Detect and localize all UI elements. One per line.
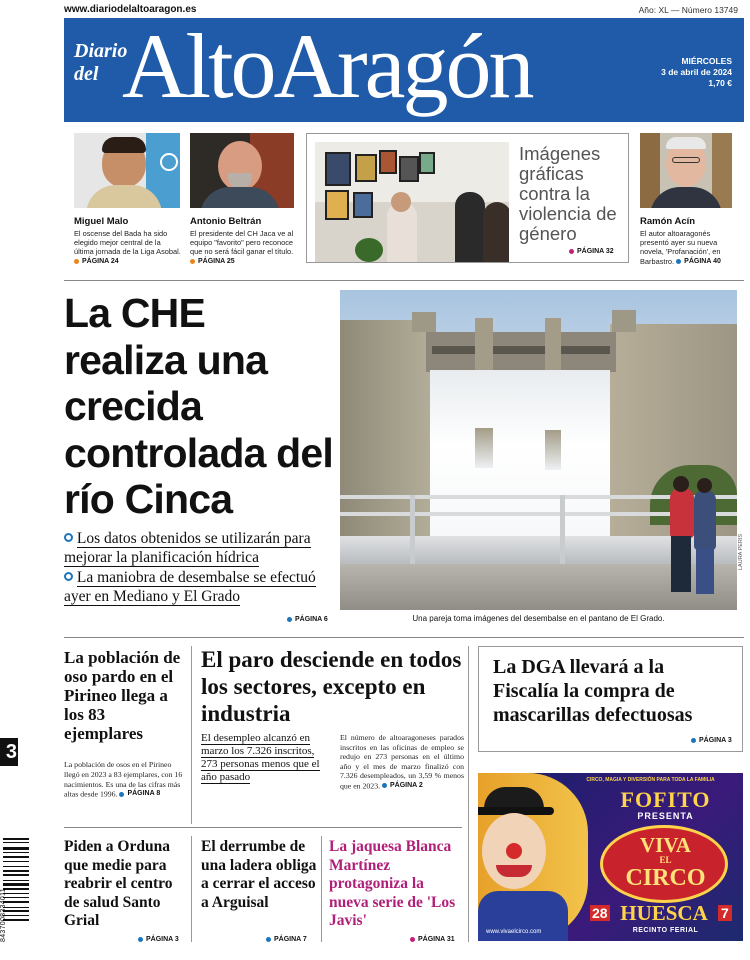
bullet-dot-icon: [119, 792, 124, 797]
lead-photo-dam: [340, 290, 737, 610]
ad-brand: FOFITO: [620, 787, 711, 812]
ad-day1: 28: [592, 905, 608, 921]
teaser-text-antonio-beltran: El presidente del CH Jaca ve al equipo "favorito" pero reconoce que no será fácil ganar el título. PÁGINA 25: [190, 229, 294, 265]
barcode-digits: 8437008334011: [0, 888, 7, 942]
masthead-price: 1,70 €: [708, 78, 732, 88]
circle-bullet-icon: [64, 533, 73, 542]
bullet-dot-icon: [410, 937, 415, 942]
ad-el: EL: [659, 855, 672, 865]
bullet-dot-icon: [266, 937, 271, 942]
barcode-bar: [3, 870, 29, 872]
teaser-text-ramon-acin: El autor altoaragonés presentó ayer su nueva novela, 'Profanación', en Barbastro. PÁGINA 40: [640, 229, 721, 266]
oso-headline: La población de oso pardo en el Pirineo llega a los 83 ejemplares: [64, 648, 181, 743]
oso-body: La población de osos en el Pirineo llegó en 2023 a 83 ejemplares, con 16 nacimientos. Es una de las cifras más altas desde 1996. PÁGINA 8: [64, 760, 183, 799]
circus-ad[interactable]: [478, 773, 743, 941]
divider: [64, 280, 744, 281]
barcode-bar: [3, 856, 29, 858]
dga-box: [478, 646, 743, 752]
column-divider: [468, 646, 469, 942]
lead-photo-caption: Una pareja toma imágenes del desembalse en el pantano de El Grado.: [412, 614, 665, 623]
bullet-dot-icon: [74, 259, 79, 264]
barcode-bar: [3, 842, 29, 843]
bullet-dot-icon: [382, 783, 387, 788]
teaser-ref-ramon-acin[interactable]: PÁGINA 40: [676, 257, 721, 266]
circle-bullet-icon: [64, 572, 73, 581]
column-divider: [191, 836, 192, 942]
ad-circo: CIRCO: [625, 865, 706, 891]
bullet-dot-icon: [676, 259, 681, 264]
bullet-dot-icon: [569, 249, 574, 254]
bottom-ref-orduna[interactable]: PÁGINA 3: [138, 936, 179, 943]
ad-top-line: CIRCO, MAGIA Y DIVERSIÓN PARA TODA LA FAMILIA: [586, 777, 715, 783]
lead-bullet-2: La maniobra de desembalse se efectuó ayer en Mediano y El Grado: [64, 569, 316, 605]
lead-headline: La CHE realiza una crecida controlada del río Cinca: [64, 290, 334, 522]
paro-headline: El paro desciende en todos los sectores, excepto en industria: [201, 647, 462, 726]
ad-venue: RECINTO FERIAL: [632, 927, 699, 934]
bottom-ref-javis[interactable]: PÁGINA 31: [410, 936, 455, 943]
masthead-diario: Diario: [74, 40, 128, 62]
barcode-bar: [3, 880, 29, 881]
bullet-dot-icon: [691, 738, 696, 743]
bullet-dot-icon: [138, 937, 143, 942]
dga-ref[interactable]: PÁGINA 3: [691, 737, 732, 744]
oso-ref[interactable]: PÁGINA 8: [119, 789, 160, 799]
masthead-title: AltoAragón: [122, 15, 532, 117]
teaser-name-antonio-beltran: Antonio Beltrán: [190, 216, 262, 227]
barcode-bar: [3, 847, 29, 850]
barcode-bar: [3, 874, 29, 876]
masthead-date: 3 de abril de 2024: [661, 67, 732, 77]
teaser-text-miguel-malo: El oscense del Bada ha sido elegido mejor central de la última jornada de la Liga Asobal. PÁGINA 24: [74, 229, 181, 265]
barcode-bar: [3, 838, 29, 840]
lead-ref[interactable]: PÁGINA 6: [287, 616, 328, 623]
issue-number: Año: XL — Número 13749: [638, 5, 738, 15]
masthead-dateblock: [661, 56, 732, 89]
lead-bullet-1: Los datos obtenidos se utilizarán para mejorar la planificación hídrica: [64, 530, 311, 566]
ad-day2: 7: [718, 905, 732, 921]
lead-bullets: [64, 530, 336, 606]
ad-city: HUESCA: [620, 901, 708, 925]
feature-photo: [315, 142, 509, 262]
barcode-bar: [3, 866, 29, 867]
teaser-name-ramon-acin: Ramón Acín: [640, 216, 696, 227]
paro-body: El número de altoaragoneses parados inscritos en las oficinas de empleo se redujo en 273 personas en el último año y el mes de marzo finalizó con 7.326 desempleados, un 3,59 % menos que en 2023. PÁGINA 2: [340, 733, 464, 791]
photo-credit: LAURA PERIS: [738, 533, 744, 570]
ad-viva: VIVA: [640, 833, 691, 857]
divider: [64, 827, 462, 828]
feature-box: [306, 133, 629, 263]
barcode-bar: [3, 861, 29, 862]
teaser-ref-miguel-malo[interactable]: PÁGINA 24: [74, 257, 119, 266]
website-url: www.diariodelaltoaragon.es: [64, 4, 197, 15]
masthead: [64, 15, 744, 122]
feature-title: Imágenes gráficas contra la violencia de género: [519, 143, 617, 244]
ad-web: www.vivaelcirco.com: [486, 929, 542, 935]
teaser-ref-antonio-beltran[interactable]: PÁGINA 25: [190, 257, 235, 266]
bottom-headline-orduna: Piden a Orduna que medie para reabrir el centro de salud Santo Grial: [64, 838, 173, 929]
bullet-dot-icon: [287, 617, 292, 622]
issue-digit: 3: [5, 741, 17, 763]
bullet-dot-icon: [190, 259, 195, 264]
dga-headline: La DGA llevará a la Fiscalía la compra de mascarillas defectuosas: [493, 656, 693, 726]
teaser-photo-miguel-malo: [74, 133, 180, 208]
feature-ref[interactable]: PÁGINA 32: [569, 248, 614, 255]
teaser-photo-antonio-beltran: [190, 133, 294, 208]
paro-subhead: El desempleo alcanzó en marzo los 7.326 inscritos, 273 personas menos que el año pasado: [201, 732, 320, 783]
barcode-bar: [3, 852, 29, 853]
bottom-headline-derrumbe: El derrumbe de una ladera obliga a cerrar el acceso a Arguisal: [201, 838, 317, 911]
bottom-headline-javis: La jaquesa Blanca Martínez protagoniza la nueva serie de 'Los Javis': [329, 838, 456, 929]
masthead-day: MIÉRCOLES: [681, 56, 732, 66]
masthead-del: del: [74, 63, 99, 85]
bottom-ref-derrumbe[interactable]: PÁGINA 7: [266, 936, 307, 943]
ad-presenta: PRESENTA: [637, 811, 694, 821]
barcode-bar: [3, 883, 29, 886]
paro-ref[interactable]: PÁGINA 2: [382, 781, 423, 791]
issue-box: [0, 738, 18, 766]
divider: [64, 637, 744, 638]
teaser-photo-ramon-acin: [640, 133, 732, 208]
column-divider: [321, 836, 322, 942]
column-divider: [191, 646, 192, 824]
teaser-name-miguel-malo: Miguel Malo: [74, 216, 129, 227]
